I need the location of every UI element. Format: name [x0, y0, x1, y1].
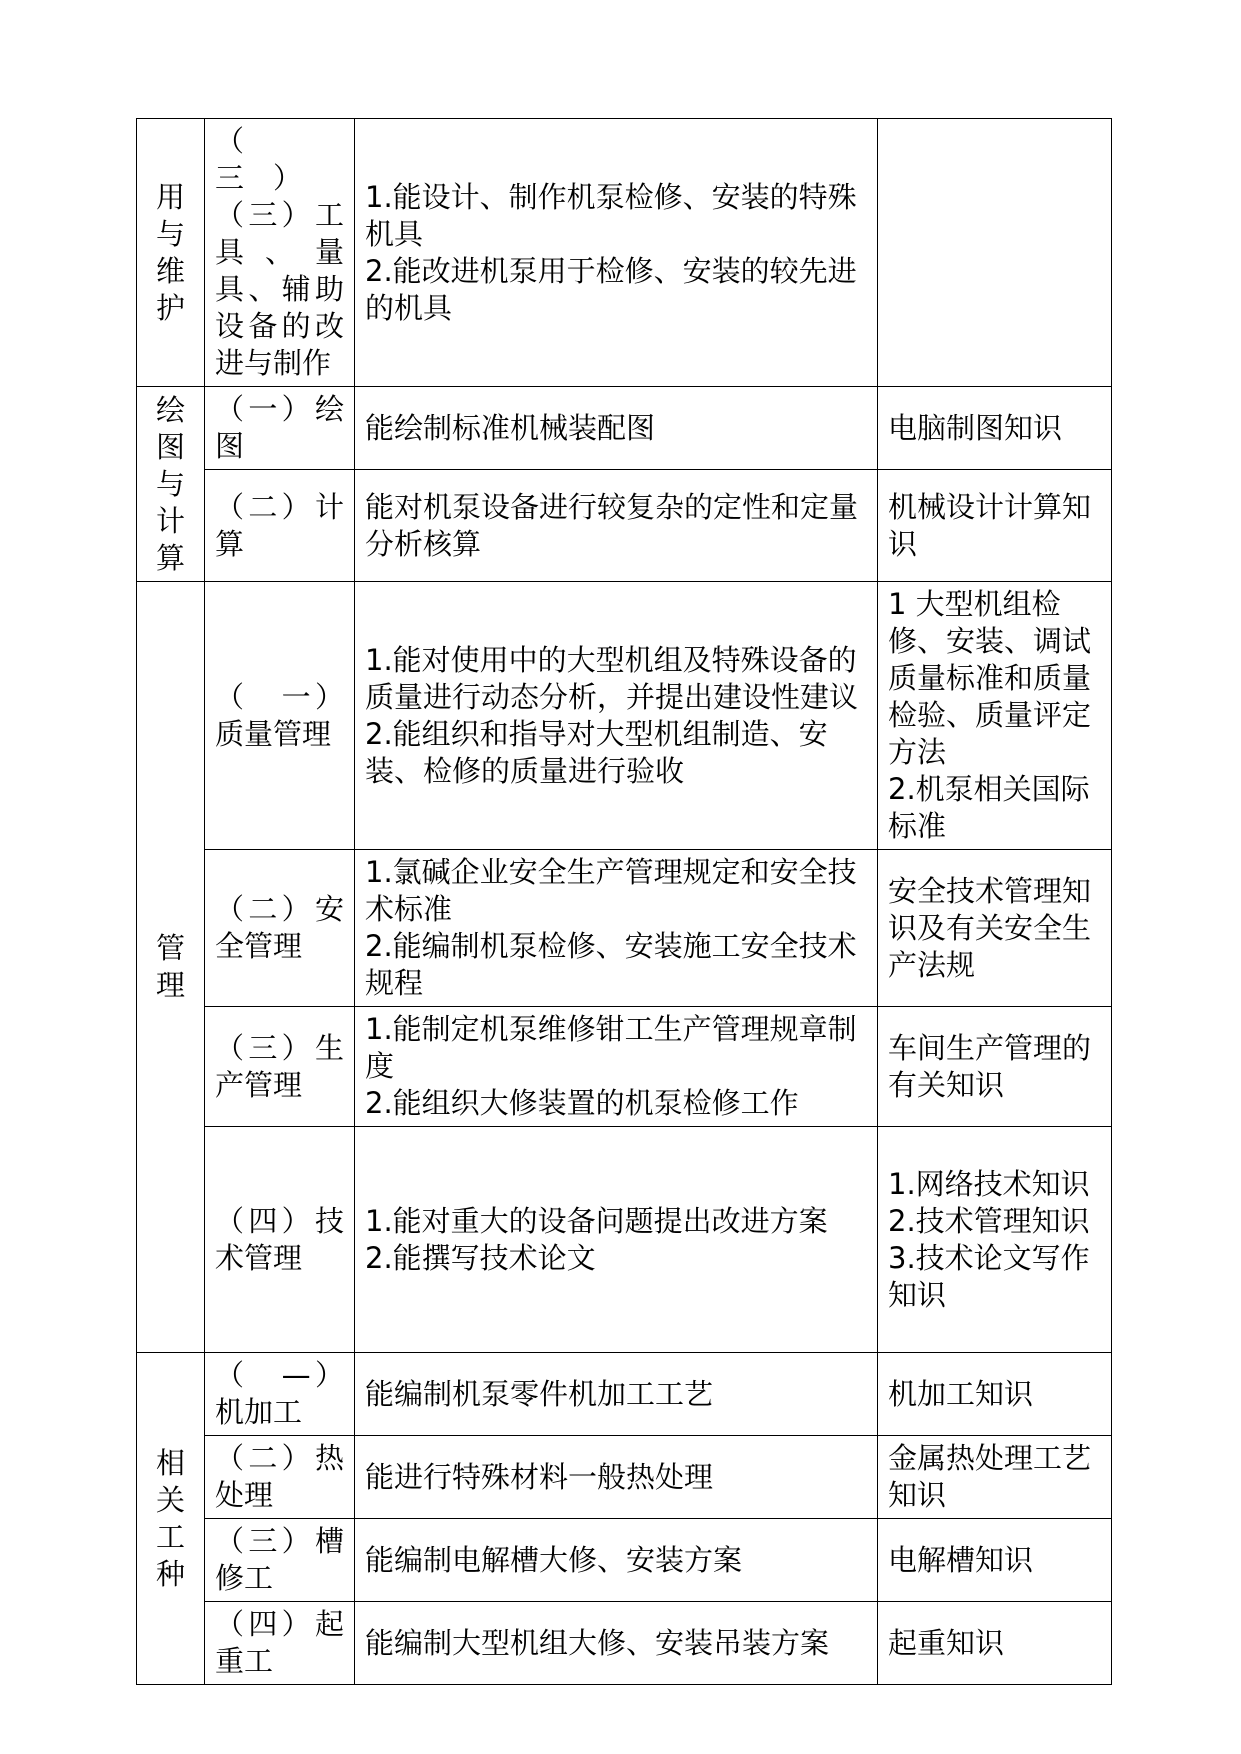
table-row [137, 119, 1112, 387]
skill-requirement-cell: 1.能制定机泵维修钳工生产管理规章制度 2.能组织大修装置的机泵检修工作 [355, 1007, 878, 1127]
table-row [137, 582, 1112, 850]
related-knowledge-cell: 机加工知识 [878, 1353, 1112, 1436]
related-knowledge-cell: 机械设计计算知识 [878, 470, 1112, 582]
related-knowledge-cell: 电脑制图知识 [878, 387, 1112, 470]
work-content-cell: （四）起重工 [205, 1602, 355, 1685]
table-row [137, 470, 1112, 582]
related-knowledge-cell: 金属热处理工艺知识 [878, 1436, 1112, 1519]
category-cell [137, 387, 205, 582]
skill-requirement-cell: 1.能设计、制作机泵检修、安装的特殊机具 2.能改进机泵用于检修、安装的较先进的机具 [355, 119, 878, 387]
category-label: 相关工种 [155, 1445, 185, 1591]
table-row [137, 1007, 1112, 1127]
skill-requirement-cell: 能进行特殊材料一般热处理 [355, 1436, 878, 1519]
category-label: 绘图与计算 [155, 392, 185, 575]
skill-requirement-cell: 1.氯碱企业安全生产管理规定和安全技术标准 2.能编制机泵检修、安装施工安全技术规程 [355, 850, 878, 1007]
table-row [137, 1602, 1112, 1685]
work-content-cell: （二）安全管理 [205, 850, 355, 1007]
table-row [137, 1436, 1112, 1519]
related-knowledge-cell: 1 大型机组检修、安装、调试质量标准和质量检验、质量评定方法 2.机泵相关国际标准 [878, 582, 1112, 850]
work-content-cell: （ —）机加工 [205, 1353, 355, 1436]
skill-requirement-cell: 1.能对使用中的大型机组及特殊设备的质量进行动态分析，并提出建设性建议 2.能组织和指导对大型机组制造、安装、检修的质量进行验收 [355, 582, 878, 850]
category-label: 管理 [155, 931, 185, 1002]
skill-requirement-cell: 能对机泵设备进行较复杂的定性和定量分析核算 [355, 470, 878, 582]
category-label: 用与维护 [155, 179, 185, 325]
work-content-cell: （二）热处理 [205, 1436, 355, 1519]
work-content-cell: （ 三 ） （三）工具、量具、辅助设备的改进与制作 [205, 119, 355, 387]
related-knowledge-cell: 1.网络技术知识 2.技术管理知识 3.技术论文写作知识 [878, 1127, 1112, 1353]
related-knowledge-cell: 起重知识 [878, 1602, 1112, 1685]
skill-requirement-cell: 能编制大型机组大修、安装吊装方案 [355, 1602, 878, 1685]
related-knowledge-cell [878, 119, 1112, 387]
table-row [137, 1519, 1112, 1602]
skill-requirement-cell: 能编制机泵零件机加工工艺 [355, 1353, 878, 1436]
work-content-cell: （三）槽修工 [205, 1519, 355, 1602]
table-row [137, 1353, 1112, 1436]
table-row [137, 387, 1112, 470]
related-knowledge-cell: 电解槽知识 [878, 1519, 1112, 1602]
skill-requirement-cell: 1.能对重大的设备问题提出改进方案 2.能撰写技术论文 [355, 1127, 878, 1353]
skill-requirement-cell: 能绘制标准机械装配图 [355, 387, 878, 470]
related-knowledge-cell: 安全技术管理知识及有关安全生产法规 [878, 850, 1112, 1007]
work-content-cell: （一）绘图 [205, 387, 355, 470]
work-content-cell: （二）计算 [205, 470, 355, 582]
table-row [137, 1127, 1112, 1353]
work-content-cell: （四）技术管理 [205, 1127, 355, 1353]
category-cell [137, 582, 205, 1353]
skill-requirement-cell: 能编制电解槽大修、安装方案 [355, 1519, 878, 1602]
related-knowledge-cell: 车间生产管理的有关知识 [878, 1007, 1112, 1127]
category-cell [137, 1353, 205, 1685]
work-content-cell: （ 一）质量管理 [205, 582, 355, 850]
work-content-cell: （三）生产管理 [205, 1007, 355, 1127]
category-cell [137, 119, 205, 387]
skill-standard-table [136, 118, 1112, 1685]
table-row [137, 850, 1112, 1007]
